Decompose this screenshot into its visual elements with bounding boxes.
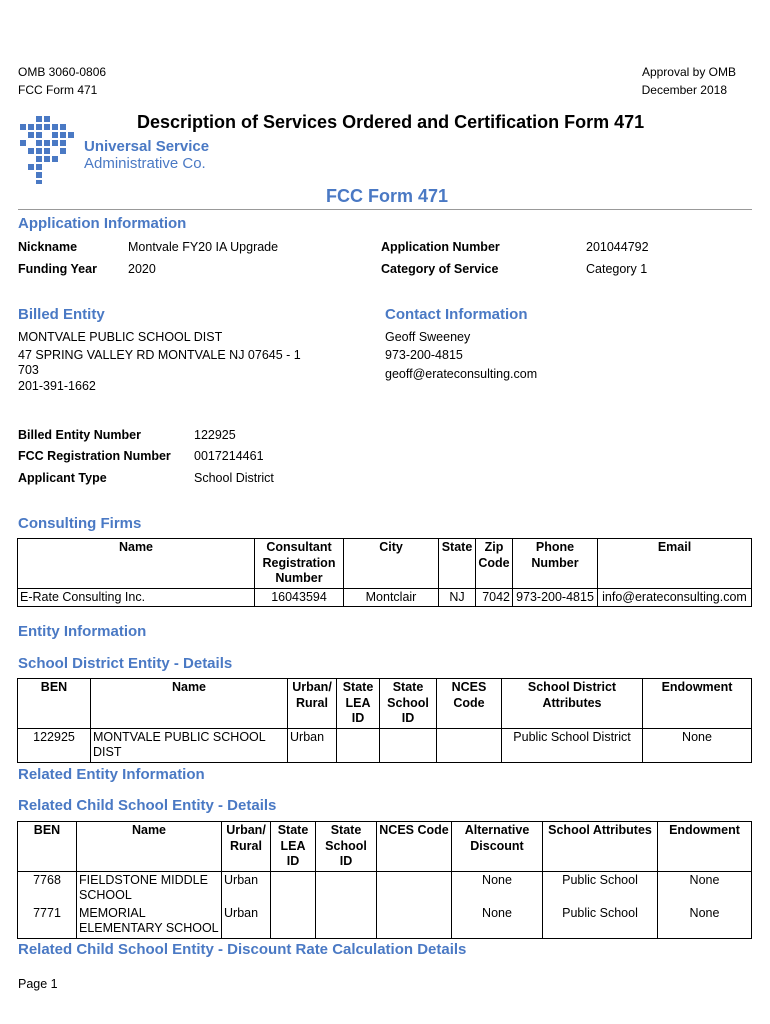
entity-info-section-title: Entity Information [18,623,147,640]
funding-year-value: 2020 [128,262,156,276]
cell-phone: 973-200-4815 [513,588,598,607]
child-school-table [17,821,752,939]
billed-entity-name: MONTVALE PUBLIC SCHOOL DIST [18,330,223,344]
col-endow: Endowment [658,822,752,872]
table-row [18,905,752,939]
col-name: Name [91,679,288,729]
logo-line2: Administrative Co. [84,155,206,172]
cell-endow: None [658,871,752,905]
page-title: Description of Services Ordered and Certification Form 471 [137,112,645,132]
col-nces: NCES Code [437,679,502,729]
cell-endow: None [658,905,752,939]
cell-lea [271,871,316,905]
table-row [18,588,752,607]
col-ben: BEN [18,679,91,729]
cell-attr: Public School [543,905,658,939]
col-nces: NCES Code [377,822,452,872]
cell-urban: Urban [222,905,271,939]
col-state: State [439,539,476,589]
contact-name: Geoff Sweeney [385,330,471,344]
col-alt: Alternative Discount [452,822,543,872]
nickname-label: Nickname [18,240,78,254]
cell-name: MONTVALE PUBLIC SCHOOL DIST [91,728,288,762]
cell-lea [337,728,380,762]
app-number-value: 201044792 [586,240,649,254]
col-name: Name [18,539,255,589]
col-urban: Urban/ Rural [288,679,337,729]
applicant-type: School District [194,471,274,485]
col-ssid: State School ID [316,822,377,872]
cell-ssid [380,728,437,762]
page-number: Page 1 [18,977,58,991]
applicant-type-label: Applicant Type [18,471,107,485]
col-endow: Endowment [643,679,752,729]
billed-entity-address1: 47 SPRING VALLEY RD MONTVALE NJ 07645 - 1 [18,348,301,362]
category-value: Category 1 [586,262,648,276]
col-name: Name [77,822,222,872]
form-label: FCC Form 471 [18,83,98,97]
cell-attr: Public School [543,871,658,905]
child-school-section-title: Related Child School Entity - Details [18,797,277,814]
cell-ssid [316,905,377,939]
fcc-reg-label: FCC Registration Number [18,449,171,463]
cell-alt: None [452,871,543,905]
application-section-title: Application Information [18,215,187,232]
omb-approval: Approval by OMB [641,65,736,79]
table-row [18,728,752,762]
consulting-section-title: Consulting Firms [18,515,142,532]
cell-city: Montclair [344,588,439,607]
cell-urban: Urban [288,728,337,762]
col-ben: BEN [18,822,77,872]
cell-ben: 7771 [18,905,77,939]
col-phone: Phone Number [513,539,598,589]
col-attr: School District Attributes [502,679,643,729]
cell-crn: 16043594 [255,588,344,607]
cell-urban: Urban [222,871,271,905]
cell-nces [377,905,452,939]
col-email: Email [598,539,752,589]
col-lea: State LEA ID [271,822,316,872]
cell-lea [271,905,316,939]
consulting-table [17,538,752,607]
related-info-section-title: Related Entity Information [18,766,205,783]
funding-year-label: Funding Year [18,262,97,276]
cell-ben: 7768 [18,871,77,905]
billed-entity-section-title: Billed Entity [18,306,105,323]
col-zip: Zip Code [476,539,513,589]
contact-phone: 973-200-4815 [385,348,463,362]
cell-alt: None [452,905,543,939]
form-date: December 2018 [641,83,727,97]
discount-section-title: Related Child School Entity - Discount Rate Calculation Details [18,941,467,958]
col-attr: School Attributes [543,822,658,872]
school-district-table [17,678,752,763]
billed-entity-address2: 703 [18,363,39,377]
col-lea: State LEA ID [337,679,380,729]
cell-endow: None [643,728,752,762]
billed-entity-number-label: Billed Entity Number [18,428,141,442]
col-ssid: State School ID [380,679,437,729]
cell-name: MEMORIAL ELEMENTARY SCHOOL [77,905,222,939]
app-number-label: Application Number [381,240,500,254]
nickname-value: Montvale FY20 IA Upgrade [128,240,279,254]
cell-attr: Public School District [502,728,643,762]
cell-email: info@erateconsulting.com [598,588,752,607]
cell-zip: 7042 [476,588,513,607]
usac-logo-icon [16,114,76,186]
form-heading: FCC Form 471 [326,186,449,206]
cell-nces [437,728,502,762]
cell-state: NJ [439,588,476,607]
omb-number: OMB 3060-0806 [18,65,107,79]
fcc-reg-number: 0017214461 [194,449,264,463]
contact-section-title: Contact Information [385,306,528,323]
logo-line1: Universal Service [84,138,210,155]
col-urban: Urban/ Rural [222,822,271,872]
billed-entity-number: 122925 [194,428,236,442]
contact-email: geoff@erateconsulting.com [385,367,538,381]
billed-entity-phone: 201-391-1662 [18,379,96,393]
category-label: Category of Service [381,262,499,276]
cell-ssid [316,871,377,905]
cell-name: E-Rate Consulting Inc. [18,588,255,607]
heading-divider [18,209,752,210]
cell-name: FIELDSTONE MIDDLE SCHOOL [77,871,222,905]
col-city: City [344,539,439,589]
cell-nces [377,871,452,905]
col-crn: Consultant Registration Number [255,539,344,589]
table-row [18,871,752,905]
school-district-section-title: School District Entity - Details [18,655,233,672]
cell-ben: 122925 [18,728,91,762]
